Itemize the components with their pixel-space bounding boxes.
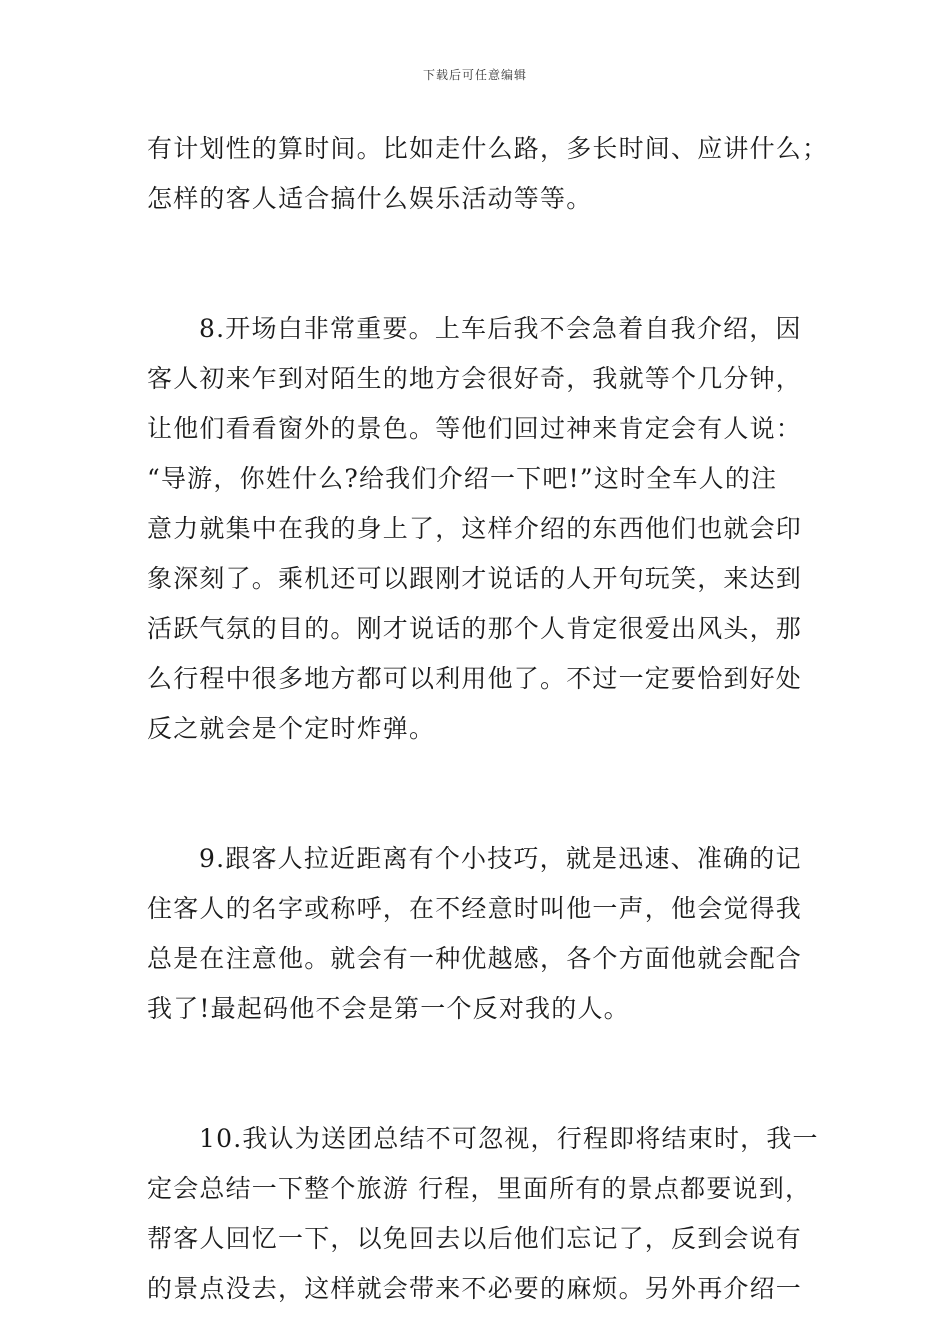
paragraph-item-10 xyxy=(147,1114,819,1314)
text-line: 意力就集中在我的身上了，这样介绍的东西他们也就会印 xyxy=(147,514,803,543)
text-line: 8.开场白非常重要。上车后我不会急着自我介绍，因 xyxy=(199,314,802,343)
text-line: 反之就会是个定时炸弹。 xyxy=(147,714,436,743)
text-line: 9.跟客人拉近距离有个小技巧，就是迅速、准确的记 xyxy=(199,844,802,873)
text-line: 有计划性的算时间。比如走什么路，多长时间、应讲什么； xyxy=(147,134,829,163)
text-line: 怎样的客人适合搞什么娱乐活动等等。 xyxy=(147,184,593,213)
document-body xyxy=(147,124,829,1314)
paragraph-continuation xyxy=(147,124,829,224)
paragraph-item-8 xyxy=(147,304,807,754)
text-line: 的景点没去，这样就会带来不必要的麻烦。另外再介绍一 xyxy=(147,1274,803,1303)
paragraph-item-9 xyxy=(147,834,807,1034)
text-line: “导游，你姓什么?给我们介绍一下吧!”这时全车人的注 xyxy=(147,464,778,493)
text-line: 住客人的名字或称呼，在不经意时叫他一声，他会觉得我 xyxy=(147,894,803,923)
page-header: 下载后可任意编辑 xyxy=(422,68,527,82)
text-line: 10.我认为送团总结不可忽视，行程即将结束时，我一 xyxy=(199,1124,819,1153)
text-line: 么行程中很多地方都可以利用他了。不过一定要恰到好处 xyxy=(147,664,803,693)
text-line: 总是在注意他。就会有一种优越感，各个方面他就会配合 xyxy=(147,944,803,973)
text-line: 象深刻了。乘机还可以跟刚才说话的人开句玩笑，来达到 xyxy=(147,564,803,593)
text-line: 我了!最起码他不会是第一个反对我的人。 xyxy=(147,994,630,1023)
text-line: 活跃气氛的目的。刚才说话的那个人肯定很爱出风头，那 xyxy=(147,614,803,643)
text-line: 定会总结一下整个旅游 行程，里面所有的景点都要说到， xyxy=(147,1174,812,1203)
text-line: 帮客人回忆一下，以免回去以后他们忘记了，反到会说有 xyxy=(147,1224,803,1253)
text-line: 客人初来乍到对陌生的地方会很好奇，我就等个几分钟， xyxy=(147,364,803,393)
text-line: 让他们看看窗外的景色。等他们回过神来肯定会有人说： xyxy=(147,414,803,443)
